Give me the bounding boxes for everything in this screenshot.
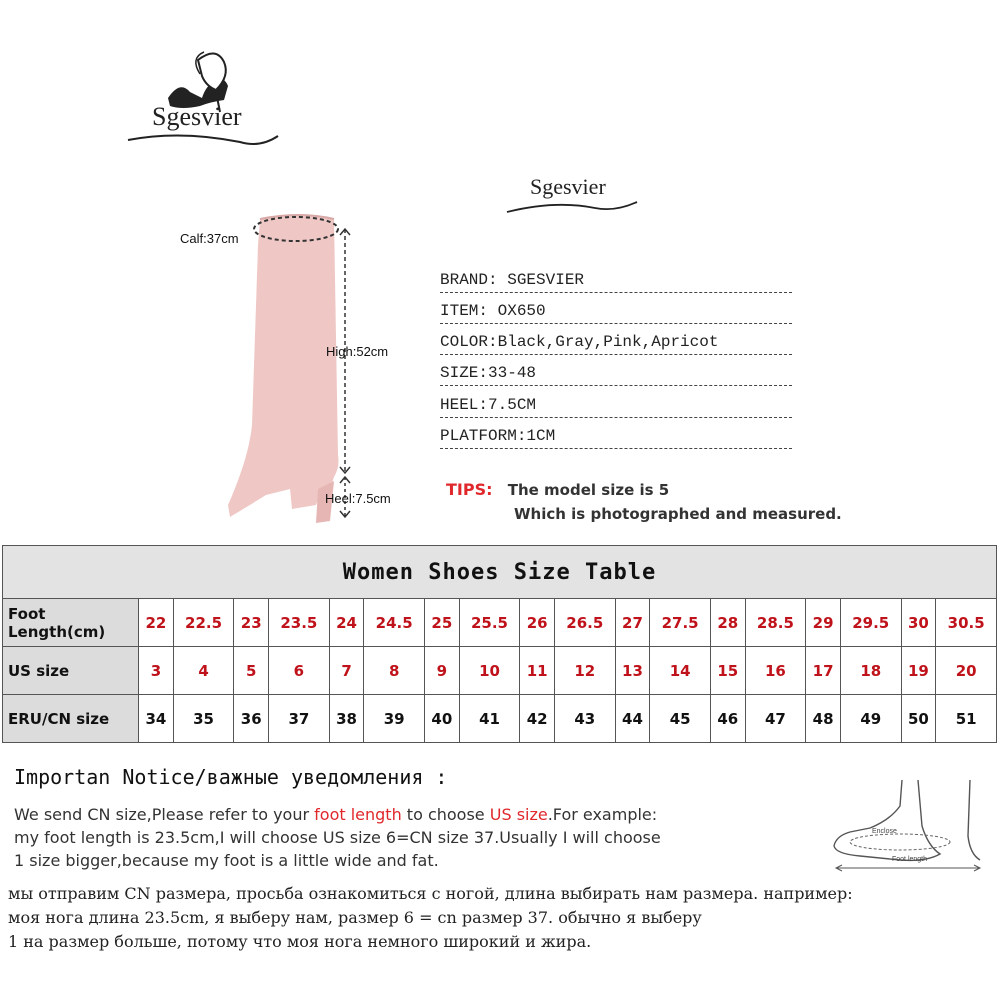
size-table: [2, 545, 997, 743]
size-cell: 26.5: [555, 599, 616, 647]
calf-label: Calf:37cm: [180, 231, 239, 246]
size-row-label: US size: [3, 647, 139, 695]
notice-en-text: .For example:: [547, 805, 658, 824]
size-cell: 51: [936, 695, 997, 743]
boot-image: [170, 205, 410, 525]
us-size-highlight: US size: [489, 805, 548, 824]
size-cell: 7: [329, 647, 364, 695]
size-cell: 14: [650, 647, 711, 695]
size-cell: 36: [234, 695, 269, 743]
brand-logo-top-text: Sgesvier: [152, 102, 242, 131]
boot-figure: [170, 205, 410, 525]
size-cell: 30: [901, 599, 936, 647]
size-row-label: ERU/CN size: [3, 695, 139, 743]
size-cell: 16: [745, 647, 806, 695]
size-cell: 45: [650, 695, 711, 743]
notice-ru-line3: 1 на размер больше, потому что моя нога немного широкий и жира.: [8, 932, 592, 951]
size-cell: 22.5: [173, 599, 234, 647]
spec-item: ITEM: OX650: [440, 299, 792, 324]
size-cell: 20: [936, 647, 997, 695]
size-cell: 13: [615, 647, 650, 695]
size-cell: 47: [745, 695, 806, 743]
spec-color: COLOR:Black,Gray,Pink,Apricot: [440, 330, 792, 355]
size-cell: 27: [615, 599, 650, 647]
size-cell: 25: [424, 599, 459, 647]
size-cell: 30.5: [936, 599, 997, 647]
size-cell: 41: [459, 695, 520, 743]
size-cell: 12: [555, 647, 616, 695]
notice-en-line2: my foot length is 23.5cm,I will choose US size 6=CN size 37.Usually I will choose: [14, 828, 661, 847]
size-cell: 38: [329, 695, 364, 743]
size-table-title: Women Shoes Size Table: [3, 546, 997, 599]
size-cell: 39: [364, 695, 425, 743]
foot-length-highlight: foot length: [314, 805, 402, 824]
tips-line2: Which is photographed and measured.: [514, 505, 842, 523]
tips-label: TIPS:: [446, 480, 493, 499]
size-cell: 25.5: [459, 599, 520, 647]
brand-logo-mid: [505, 170, 645, 220]
size-cell: 28: [710, 599, 745, 647]
notice-russian: [8, 882, 968, 954]
size-cell: 50: [901, 695, 936, 743]
spec-heel: HEEL:7.5CM: [440, 393, 792, 418]
size-cell: 11: [520, 647, 555, 695]
size-cell: 42: [520, 695, 555, 743]
size-cell: 29.5: [841, 599, 902, 647]
size-cell: 44: [615, 695, 650, 743]
eu-cn-size-row: [3, 695, 997, 743]
size-cell: 23: [234, 599, 269, 647]
high-label: High:52cm: [326, 344, 389, 359]
notice-en-text: We send CN size,Please refer to your: [14, 805, 315, 824]
size-cell: 35: [173, 695, 234, 743]
size-cell: 9: [424, 647, 459, 695]
notice-ru-line2: моя нога длина 23.5cm, я выберу нам, размер 6 = cn размер 37. обычно я выберу: [8, 908, 702, 927]
size-cell: 28.5: [745, 599, 806, 647]
size-cell: 6: [269, 647, 330, 695]
enclose-label: Enclose: [872, 828, 897, 835]
notice-english: [14, 803, 804, 872]
size-cell: 17: [806, 647, 841, 695]
size-cell: 8: [364, 647, 425, 695]
size-cell: 15: [710, 647, 745, 695]
size-cell: 37: [269, 695, 330, 743]
size-cell: 24: [329, 599, 364, 647]
notice-ru-line1: мы отправим CN размера, просьба ознакомиться с ногой, длина выбирать нам размера. например:: [8, 884, 853, 903]
foot-diagram: [830, 776, 990, 876]
size-cell: 19: [901, 647, 936, 695]
us-size-row: [3, 647, 997, 695]
size-cell: 49: [841, 695, 902, 743]
notice-en-text: to choose: [401, 805, 490, 824]
spec-size: SIZE:33-48: [440, 361, 792, 386]
notice-title: Importan Notice/важные уведомления :: [14, 765, 448, 789]
tips-line1: The model size is 5: [507, 481, 670, 499]
size-cell: 48: [806, 695, 841, 743]
size-cell: 29: [806, 599, 841, 647]
tips: [446, 480, 846, 499]
size-cell: 10: [459, 647, 520, 695]
size-cell: 34: [139, 695, 174, 743]
size-cell: 3: [139, 647, 174, 695]
brand-logo-mid-text: Sgesvier: [530, 174, 606, 199]
size-cell: 27.5: [650, 599, 711, 647]
heel-label: Heel:7.5cm: [325, 491, 391, 506]
notice-en-line1: [14, 803, 804, 826]
size-cell: 4: [173, 647, 234, 695]
size-cell: 24.5: [364, 599, 425, 647]
size-row-label: Foot Length(cm): [3, 599, 139, 647]
foot-length-label: Foot length: [892, 856, 928, 863]
butterfly-shoe-icon: [120, 40, 290, 160]
size-cell: 22: [139, 599, 174, 647]
size-cell: 43: [555, 695, 616, 743]
swoosh-icon: [505, 170, 645, 220]
foot-length-row: [3, 599, 997, 647]
spec-brand: BRAND: SGESVIER: [440, 268, 792, 293]
notice-en-line3: 1 size bigger,because my foot is a little wide and fat.: [14, 851, 439, 870]
size-cell: 5: [234, 647, 269, 695]
spec-platform: PLATFORM:1CM: [440, 424, 792, 449]
size-cell: 23.5: [269, 599, 330, 647]
size-cell: 18: [841, 647, 902, 695]
size-cell: 26: [520, 599, 555, 647]
size-cell: 40: [424, 695, 459, 743]
size-cell: 46: [710, 695, 745, 743]
brand-logo-top: [120, 40, 290, 160]
